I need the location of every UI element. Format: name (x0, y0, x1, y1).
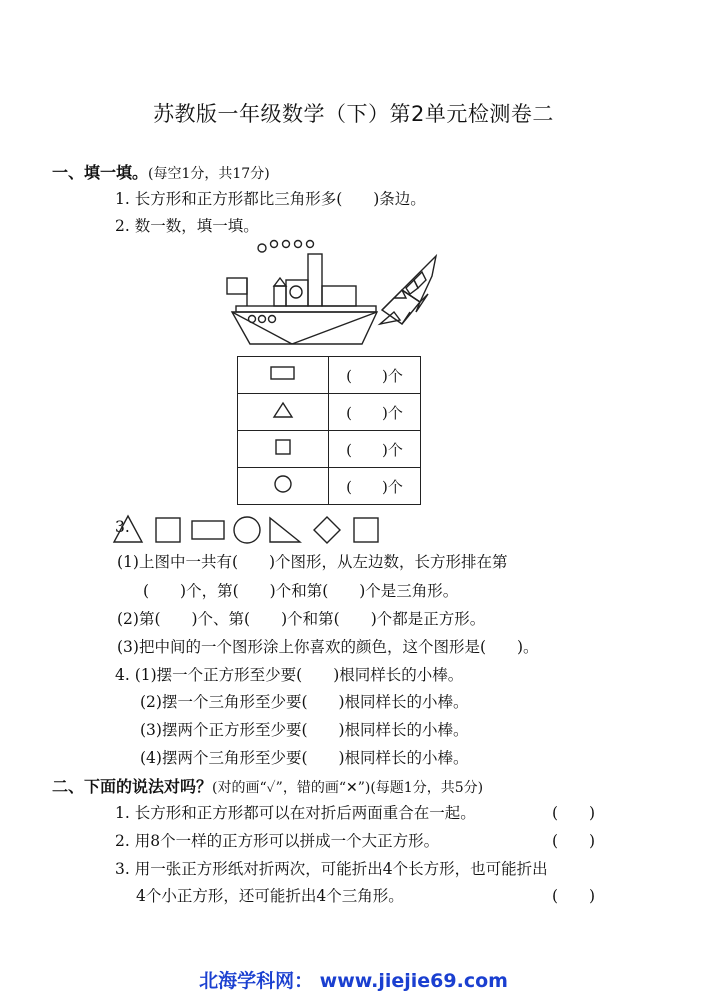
table-row (238, 394, 421, 431)
table-row (238, 357, 421, 394)
judge-item-3-cont: 4个小正方形，还可能折出4个三角形。 (136, 887, 404, 905)
footer-website[interactable]: 北海学科网： www.jiejie69.com (199, 970, 508, 992)
chimney-rectangle (308, 254, 322, 306)
q4-line-4: (4)摆两个三角形至少要( )根同样长的小棒。 (140, 749, 469, 767)
answer-cell[interactable]: ( )个 (329, 394, 421, 431)
shape-circle (234, 517, 260, 543)
smoke-circle (258, 244, 266, 252)
rocket (380, 256, 436, 324)
section-1-heading (52, 160, 270, 183)
answer-cell[interactable]: ( )个 (329, 431, 421, 468)
section-2-note: (对的画“✓”，错的画“✕”)(每题1分，共5分) (212, 780, 484, 796)
question-1: 1. 长方形和正方形都比三角形多( )条边。 (115, 190, 426, 208)
q3-line-2: ( )个，第( )个和第( )个是三角形。 (143, 582, 459, 600)
shape-right-triangle (270, 518, 300, 542)
section-2-heading (52, 774, 483, 797)
shape-rectangle (192, 521, 224, 539)
flag-rectangle (227, 278, 247, 294)
ship-rocket-illustration (222, 236, 442, 348)
judge-answer-3[interactable]: ( ) (552, 887, 596, 905)
smoke-circle (307, 241, 314, 248)
cabin-rectangle (274, 286, 286, 306)
q4-line-1: 4. (1)摆一个正方形至少要( )根同样长的小棒。 (115, 666, 464, 684)
table-row (238, 468, 421, 505)
rectangle-icon (238, 357, 329, 394)
shape-diamond (314, 517, 340, 543)
shape-square-1 (156, 518, 180, 542)
judge-item-1: 1. 长方形和正方形都可以在对折后两面重合在一起。 (115, 804, 476, 822)
circle-icon (238, 468, 329, 505)
q3-line-4: (3)把中间的一个图形涂上你喜欢的颜色，这个图形是( )。 (117, 638, 539, 656)
answer-cell[interactable]: ( )个 (329, 357, 421, 394)
section-1-title: 一、填一填。 (52, 163, 149, 182)
smoke-circle (271, 241, 278, 248)
q3-line-1: (1)上图中一共有( )个图形，从左边数，长方形排在第 (117, 553, 508, 571)
q4-line-2: (2)摆一个三角形至少要( )根同样长的小棒。 (140, 693, 469, 711)
cabin-rectangle-2 (322, 286, 356, 306)
q4-line-3: (3)摆两个正方形至少要( )根同样长的小棒。 (140, 721, 469, 739)
q3-line-3: (2)第( )个、第( )个和第( )个都是正方形。 (117, 610, 486, 628)
shapes-row (110, 512, 385, 546)
judge-answer-2[interactable]: ( ) (552, 832, 596, 850)
square-icon (238, 431, 329, 468)
judge-item-2: 2. 用8个一样的正方形可以拼成一个大正方形。 (115, 832, 440, 850)
porthole-circle (290, 286, 302, 298)
cabin-square (286, 280, 308, 306)
question-3-number: 3. (115, 518, 130, 536)
section-2-title: 二、下面的说法对吗？ (52, 777, 213, 796)
smoke-circle (283, 241, 290, 248)
page-title: 苏教版一年级数学（下）第2单元检测卷二 (153, 102, 554, 126)
triangle-icon (238, 394, 329, 431)
judge-answer-1[interactable]: ( ) (552, 804, 596, 822)
smoke-circle (295, 241, 302, 248)
cabin-triangle (274, 278, 286, 286)
question-2: 2. 数一数，填一填。 (115, 217, 259, 235)
shape-count-table (237, 356, 421, 505)
judge-item-3: 3. 用一张正方形纸对折两次，可能折出4个长方形，也可能折出 (115, 860, 548, 878)
answer-cell[interactable]: ( )个 (329, 468, 421, 505)
shape-triangle-1 (114, 516, 142, 542)
section-1-note: (每空1分，共17分) (148, 166, 270, 182)
table-row (238, 431, 421, 468)
shape-square-2 (354, 518, 378, 542)
